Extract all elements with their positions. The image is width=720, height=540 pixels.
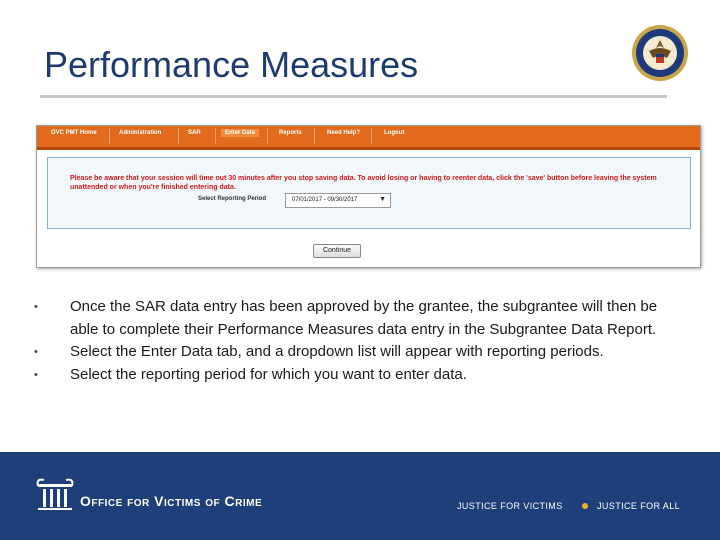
- nav-enter-data[interactable]: Enter Data: [221, 129, 259, 137]
- list-item: [34, 341, 674, 364]
- nav-separator: [371, 128, 372, 144]
- bullet-marker: •: [34, 346, 38, 358]
- tagline-justice-for-all: JUSTICE FOR ALL: [597, 501, 681, 511]
- nav-logout[interactable]: Logout: [384, 130, 405, 136]
- nav-ovc-pmt-home[interactable]: OVC PMT Home: [51, 130, 97, 136]
- ovc-logo-text: Office for Victims of Crime: [80, 493, 263, 509]
- title-divider: [40, 95, 667, 98]
- continue-button[interactable]: Continue: [313, 244, 361, 258]
- nav-separator: [314, 128, 315, 144]
- reporting-period-select[interactable]: [285, 193, 391, 208]
- nav-separator: [178, 128, 179, 144]
- list-item-text: Select the Enter Data tab, and a dropdown list will appear with reporting periods.: [70, 343, 604, 360]
- bullet-marker: •: [34, 368, 38, 381]
- tagline-justice-for-victims: JUSTICE FOR VICTIMS: [457, 501, 563, 511]
- nav-separator: [215, 128, 216, 144]
- nav-sar[interactable]: SAR: [188, 130, 201, 136]
- chevron-down-icon: ▼: [379, 196, 386, 203]
- list-item: [34, 296, 674, 341]
- session-timeout-warning: Please be aware that your session will time out 30 minutes after you stop saving data. To avoid losing or having to reenter data, click the 'save' button before leaving the system unattended or when you're finished entering data.: [70, 175, 657, 191]
- list-item-text: Once the SAR data entry has been approved by the grantee, the subgrantee will then be able to complete their Performance Measures data entry in the Subgrantee Data Report.: [70, 298, 658, 338]
- instructions-list: [34, 296, 674, 386]
- ovc-pillar-icon: [34, 476, 76, 512]
- doj-seal-icon: [631, 24, 689, 82]
- reporting-period-label: Select Reporting Period: [198, 196, 267, 202]
- list-item-text: Select the reporting period for which you want to enter data.: [70, 365, 467, 383]
- page-title: Performance Measures: [44, 44, 419, 85]
- reporting-period-value: 07/01/2017 - 09/30/2017: [292, 197, 358, 203]
- app-navbar: [37, 126, 700, 150]
- session-notice-panel: [47, 157, 691, 229]
- nav-need-help[interactable]: Need Help?: [327, 130, 361, 136]
- tagline-separator-dot: [582, 503, 588, 509]
- embedded-screenshot: [36, 125, 701, 268]
- bullet-marker: •: [34, 301, 38, 313]
- nav-reports[interactable]: Reports: [279, 130, 302, 136]
- list-item: [34, 364, 674, 387]
- nav-separator: [109, 128, 110, 144]
- nav-separator: [267, 128, 268, 144]
- nav-administration[interactable]: Administration: [119, 130, 162, 136]
